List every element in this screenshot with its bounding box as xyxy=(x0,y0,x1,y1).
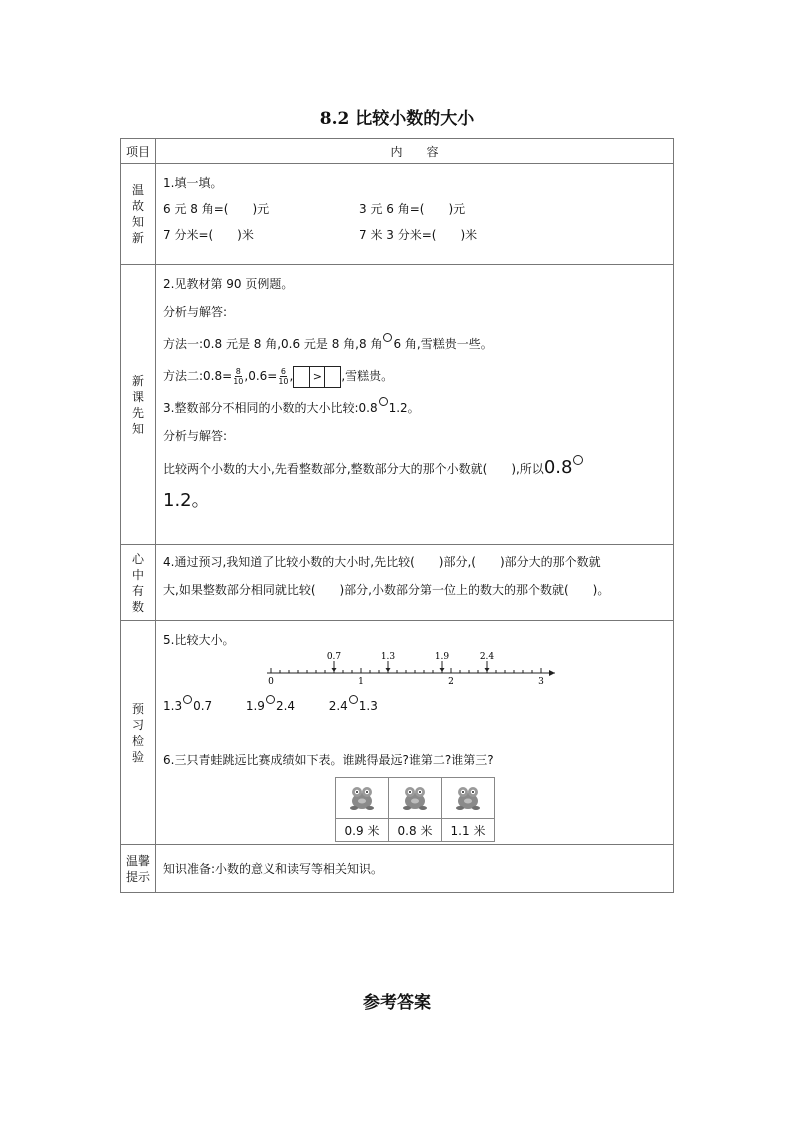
frog-distance-3: 1.1 米 xyxy=(442,819,495,842)
answer-title: 参考答案 xyxy=(363,993,431,1013)
compare-circle[interactable] xyxy=(349,695,358,704)
number-line-tick-label: 0 xyxy=(268,677,274,687)
number-line-marker-arrow xyxy=(386,668,391,672)
frog-icon xyxy=(455,783,481,811)
fraction-6-10: $\frac{6}{10}$ xyxy=(278,367,289,386)
method2-text-c: , xyxy=(289,369,294,383)
frog-icon xyxy=(402,783,428,811)
q5-title: 5.比较大小。 xyxy=(163,633,235,647)
frog-cell xyxy=(389,778,442,819)
cmp2-b: 2.4 xyxy=(275,699,296,713)
section-preview-check-content xyxy=(156,621,674,845)
section-review-content xyxy=(156,164,674,265)
frog-icon xyxy=(349,783,375,811)
frog-cell xyxy=(336,778,389,819)
frog-results-table xyxy=(335,777,495,842)
method2-text-a: 方法二:0.8= xyxy=(163,369,233,383)
method1-text-a: 方法一:0.8 元是 8 角,0.6 元是 8 角,8 角 xyxy=(163,337,383,351)
analysis-label-2: 分析与解答: xyxy=(163,429,228,443)
fraction-8-10: $\frac{8}{10}$ xyxy=(233,367,244,386)
header-project: 项目 xyxy=(121,139,156,164)
frog-distance-1: 0.9 米 xyxy=(336,819,389,842)
section-review-label: 温故知新 xyxy=(121,164,156,265)
answer-box-2[interactable] xyxy=(324,366,341,388)
q1-item-a: 6 元 8 角=( )元 xyxy=(163,202,270,216)
cmp3-a: 2.4 xyxy=(328,699,348,713)
q4-line-1: 4.通过预习,我知道了比较小数的大小时,先比较( )部分,( )部分大的那个数就 xyxy=(163,555,601,569)
compare-value-a: 0.8 xyxy=(543,457,573,478)
method2-text-d: ,雪糕贵。 xyxy=(341,369,394,383)
number-line-marker-arrow xyxy=(332,668,337,672)
page-title: 8.2 比较小数的大小 xyxy=(319,109,475,129)
section-in-mind-label: 心中有数 xyxy=(121,545,156,621)
compare-circle[interactable] xyxy=(573,455,583,465)
number-line-marker-arrow xyxy=(485,668,490,672)
q1-title: 1.填一填。 xyxy=(163,176,223,190)
frog-distance-2: 0.8 米 xyxy=(389,819,442,842)
section-tip-label: 温馨提示 xyxy=(121,845,156,893)
analysis-label-1: 分析与解答: xyxy=(163,305,228,319)
number-line-marker-label: 1.9 xyxy=(434,652,450,662)
section-new-lesson-label: 新课先知 xyxy=(121,265,156,545)
cmp1-a: 1.3 xyxy=(163,699,183,713)
tip-text: 知识准备:小数的意义和读写等相关知识。 xyxy=(163,861,384,876)
number-line xyxy=(263,651,663,689)
number-line-tick-label: 3 xyxy=(538,677,544,687)
q1-item-c: 7 分米=( )米 xyxy=(163,228,254,242)
section-tip-content xyxy=(156,845,674,893)
section-in-mind-content xyxy=(156,545,674,621)
compare-value-b: 1.2。 xyxy=(163,490,210,511)
frog-cell xyxy=(442,778,495,819)
number-line-marker-label: 0.7 xyxy=(326,652,342,662)
number-line-arrow xyxy=(549,670,555,676)
compare-circle[interactable] xyxy=(379,397,388,406)
cmp3-b: 1.3 xyxy=(358,699,378,713)
compare-circle[interactable] xyxy=(266,695,275,704)
lesson-table xyxy=(120,138,674,893)
compare-circle[interactable] xyxy=(183,695,192,704)
section-new-lesson-content xyxy=(156,265,674,545)
q6-title: 6.三只青蛙跳远比赛成绩如下表。谁跳得最远?谁第二?谁第三? xyxy=(163,753,494,767)
q1-item-d: 7 米 3 分米=( )米 xyxy=(359,228,478,242)
section-preview-check-label: 预习检验 xyxy=(121,621,156,845)
q3-text-a: 3.整数部分不相同的小数的大小比较:0.8 xyxy=(163,401,378,415)
q4-line-2: 大,如果整数部分相同就比较( )部分,小数部分第一位上的数大的那个数就( )。 xyxy=(163,583,610,597)
q3-text-b: 1.2。 xyxy=(388,401,420,415)
cmp1-b: 0.7 xyxy=(193,699,213,713)
answer-box-1[interactable] xyxy=(293,366,310,388)
number-line-tick-label: 2 xyxy=(448,677,454,687)
method1-text-b: 6 角,雪糕贵一些。 xyxy=(393,337,493,351)
method2-text-b: ,0.6= xyxy=(244,369,278,383)
compare-rule-text: 比较两个小数的大小,先看整数部分,整数部分大的那个小数就( ),所以 xyxy=(163,462,544,476)
number-line-marker-arrow xyxy=(440,668,445,672)
header-content: 内 容 xyxy=(156,139,674,164)
number-line-marker-label: 1.3 xyxy=(380,652,396,662)
number-line-marker-label: 2.4 xyxy=(479,652,495,662)
cmp2-a: 1.9 xyxy=(245,699,265,713)
q1-item-b: 3 元 6 角=( )元 xyxy=(359,202,466,216)
number-line-tick-label: 1 xyxy=(358,677,364,687)
compare-circle[interactable] xyxy=(383,333,392,342)
q2-title: 2.见教材第 90 页例题。 xyxy=(163,277,294,291)
greater-than-sign: > xyxy=(310,366,324,388)
